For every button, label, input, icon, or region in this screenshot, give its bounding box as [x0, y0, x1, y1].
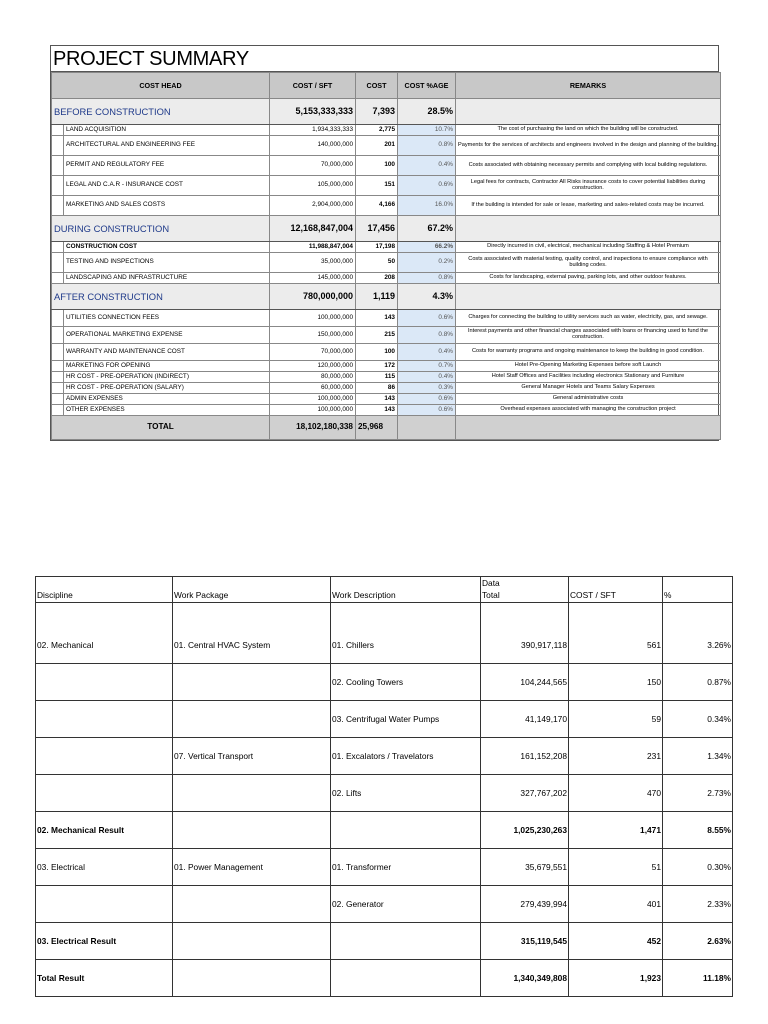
line-item-cost-sft: 145,000,000: [270, 273, 356, 284]
pivot-pct: 3.26%: [663, 627, 733, 664]
pivot-data-row: [36, 664, 733, 701]
line-item-name: MARKETING AND SALES COSTS: [64, 196, 270, 216]
line-item-row: [52, 344, 721, 361]
line-item-cost: 100: [356, 344, 398, 361]
line-item-remark: Costs for warranty programs and ongoing maintenance to keep the building in good condition.: [456, 344, 721, 361]
pivot-total: 104,244,565: [481, 664, 569, 701]
section-cost: 7,393: [356, 99, 398, 125]
line-item-name: TESTING AND INSPECTIONS: [64, 253, 270, 273]
summary-title: PROJECT SUMMARY: [51, 46, 718, 72]
pivot-work-description: 01. Transformer: [331, 849, 481, 886]
line-item-cost-sft: 100,000,000: [270, 394, 356, 405]
line-item-row: [52, 242, 721, 253]
line-item-remark: Costs for landscaping, external paving, parking lots, and other outdoor features.: [456, 273, 721, 284]
pivot-result-row: [36, 923, 733, 960]
pivot-work-package: 01. Central HVAC System: [173, 627, 331, 664]
section-name: AFTER CONSTRUCTION: [52, 284, 270, 310]
line-item-name: ARCHITECTURAL AND ENGINEERING FEE: [64, 136, 270, 156]
line-item-cost-sft: 140,000,000: [270, 136, 356, 156]
summary-total-row: [52, 416, 721, 440]
pivot-work-description: [331, 812, 481, 849]
line-item-row: [52, 196, 721, 216]
line-item-name: OPERATIONAL MARKETING EXPENSE: [64, 327, 270, 344]
indent-cell: [52, 253, 64, 273]
pivot-cost-sft: 470: [569, 775, 663, 812]
line-item-remark: If the building is intended for sale or lease, marketing and sales-related costs may be incurred.: [456, 196, 721, 216]
line-item-row: [52, 310, 721, 327]
indent-cell: [52, 273, 64, 284]
indent-cell: [52, 156, 64, 176]
pivot-pct: 2.63%: [663, 923, 733, 960]
pivot-work-description: 01. Chillers: [331, 627, 481, 664]
indent-cell: [52, 196, 64, 216]
line-item-remark: Overhead expenses associated with managing the construction project: [456, 405, 721, 416]
indent-cell: [52, 344, 64, 361]
pivot-discipline: [36, 775, 173, 812]
line-item-row: [52, 405, 721, 416]
line-item-pct: 0.8%: [398, 327, 456, 344]
pivot-discipline: 02. Mechanical Result: [36, 812, 173, 849]
pivot-cost-sft: 1,471: [569, 812, 663, 849]
indent-cell: [52, 383, 64, 394]
pivot-cost-sft: 561: [569, 627, 663, 664]
pivot-table: [35, 576, 733, 997]
indent-cell: [52, 327, 64, 344]
pivot-total: 35,679,551: [481, 849, 569, 886]
indent-cell: [52, 176, 64, 196]
pivot-discipline: [36, 886, 173, 923]
line-item-pct: 0.6%: [398, 394, 456, 405]
project-summary-sheet: [50, 45, 719, 441]
pivot-spacer-row: [36, 603, 733, 627]
section-row-during: [52, 216, 721, 242]
header-cost-head: COST HEAD: [52, 73, 270, 99]
pivot-pct: 2.33%: [663, 886, 733, 923]
pivot-total: 1,025,230,263: [481, 812, 569, 849]
pivot-cost-sft: 401: [569, 886, 663, 923]
header-remarks: REMARKS: [456, 73, 721, 99]
line-item-row: [52, 361, 721, 372]
section-name: DURING CONSTRUCTION: [52, 216, 270, 242]
line-item-name: HR COST - PRE-OPERATION (INDIRECT): [64, 372, 270, 383]
line-item-name: ADMIN EXPENSES: [64, 394, 270, 405]
line-item-row: [52, 383, 721, 394]
pivot-header-total: Total: [481, 589, 569, 603]
line-item-name: UTILITIES CONNECTION FEES: [64, 310, 270, 327]
line-item-pct: 0.2%: [398, 253, 456, 273]
line-item-cost: 215: [356, 327, 398, 344]
line-item-remark: Payments for the services of architects and engineers involved in the design and planning of the building.: [456, 136, 721, 156]
pivot-cost-sft: 150: [569, 664, 663, 701]
pivot-work-description: 03. Centrifugal Water Pumps: [331, 701, 481, 738]
line-item-row: [52, 372, 721, 383]
line-item-row: [52, 125, 721, 136]
line-item-row: [52, 327, 721, 344]
total-pct: [398, 416, 456, 440]
pivot-total: 279,439,994: [481, 886, 569, 923]
pivot-pct: 2.73%: [663, 775, 733, 812]
line-item-name: LEGAL AND C.A.R - INSURANCE COST: [64, 176, 270, 196]
pivot-pct: 0.87%: [663, 664, 733, 701]
pivot-discipline: [36, 738, 173, 775]
total-cost-sft: 18,102,180,338: [270, 416, 356, 440]
line-item-cost-sft: 105,000,000: [270, 176, 356, 196]
line-item-pct: 0.8%: [398, 273, 456, 284]
pivot-discipline: 02. Mechanical: [36, 627, 173, 664]
section-cost-sft: 5,153,333,333: [270, 99, 356, 125]
pivot-total: 1,340,349,808: [481, 960, 569, 997]
line-item-row: [52, 253, 721, 273]
pivot-work-package: [173, 960, 331, 997]
indent-cell: [52, 372, 64, 383]
pivot-work-package: 07. Vertical Transport: [173, 738, 331, 775]
line-item-cost: 208: [356, 273, 398, 284]
pivot-discipline: 03. Electrical Result: [36, 923, 173, 960]
pivot-data-row: [36, 627, 733, 664]
line-item-remark: Charges for connecting the building to utility services such as water, electricity, gas, and sewage.: [456, 310, 721, 327]
pivot-result-row: [36, 960, 733, 997]
header-cost-pct: COST %AGE: [398, 73, 456, 99]
pivot-data-row: [36, 775, 733, 812]
line-item-name: HR COST - PRE-OPERATION (SALARY): [64, 383, 270, 394]
section-cost-sft: 12,168,847,004: [270, 216, 356, 242]
section-pct: 28.5%: [398, 99, 456, 125]
pivot-total: 327,767,202: [481, 775, 569, 812]
pivot-pct: 0.34%: [663, 701, 733, 738]
pivot-data-row: [36, 886, 733, 923]
pivot-header-work-description: Work Description: [331, 589, 481, 603]
header-cost-sft: COST / SFT: [270, 73, 356, 99]
line-item-remark: Costs associated with material testing, quality control, and inspections to ensure compliance with building codes.: [456, 253, 721, 273]
section-cost-sft: 780,000,000: [270, 284, 356, 310]
line-item-name: MARKETING FOR OPENING: [64, 361, 270, 372]
pivot-work-description: 02. Lifts: [331, 775, 481, 812]
section-cost: 17,456: [356, 216, 398, 242]
line-item-cost: 172: [356, 361, 398, 372]
pivot-cost-sft: 231: [569, 738, 663, 775]
line-item-cost: 100: [356, 156, 398, 176]
pivot-table-sheet: [35, 576, 732, 997]
line-item-row: [52, 176, 721, 196]
indent-cell: [52, 361, 64, 372]
pivot-cost-sft: 51: [569, 849, 663, 886]
pivot-pct: 11.18%: [663, 960, 733, 997]
section-row-after: [52, 284, 721, 310]
line-item-name: LAND ACQUISITION: [64, 125, 270, 136]
section-cost: 1,119: [356, 284, 398, 310]
line-item-cost-sft: 2,904,000,000: [270, 196, 356, 216]
line-item-cost-sft: 80,000,000: [270, 372, 356, 383]
pivot-result-row: [36, 812, 733, 849]
pivot-work-description: 01. Excalators / Travelators: [331, 738, 481, 775]
summary-table: [51, 72, 721, 440]
pivot-pct: 1.34%: [663, 738, 733, 775]
section-remark: [456, 284, 721, 310]
pivot-data-row: [36, 701, 733, 738]
section-remark: [456, 99, 721, 125]
pivot-work-description: 02. Generator: [331, 886, 481, 923]
pivot-pct: 0.30%: [663, 849, 733, 886]
line-item-pct: 0.4%: [398, 344, 456, 361]
pivot-discipline: Total Result: [36, 960, 173, 997]
pivot-header-data: Data: [481, 577, 569, 589]
line-item-remark: Directly incurred in civil, electrical, mechanical including Staffing & Hotel Premium: [456, 242, 721, 253]
line-item-cost: 4,166: [356, 196, 398, 216]
line-item-cost: 143: [356, 394, 398, 405]
line-item-cost: 151: [356, 176, 398, 196]
line-item-cost-sft: 70,000,000: [270, 344, 356, 361]
pivot-total: 390,917,118: [481, 627, 569, 664]
line-item-cost: 115: [356, 372, 398, 383]
pivot-header-pct: %: [663, 589, 733, 603]
line-item-cost-sft: 120,000,000: [270, 361, 356, 372]
pivot-discipline: 03. Electrical: [36, 849, 173, 886]
section-pct: 67.2%: [398, 216, 456, 242]
pivot-discipline: [36, 701, 173, 738]
line-item-pct: 0.6%: [398, 405, 456, 416]
line-item-cost-sft: 35,000,000: [270, 253, 356, 273]
line-item-name: CONSTRUCTION COST: [64, 242, 270, 253]
pivot-work-package: [173, 923, 331, 960]
line-item-cost-sft: 60,000,000: [270, 383, 356, 394]
pivot-work-description: [331, 960, 481, 997]
summary-header-row: [52, 73, 721, 99]
line-item-remark: General Manager Hotels and Teams Salary Expenses: [456, 383, 721, 394]
line-item-name: PERMIT AND REGULATORY FEE: [64, 156, 270, 176]
line-item-cost-sft: 100,000,000: [270, 310, 356, 327]
pivot-header-work-package: Work Package: [173, 589, 331, 603]
header-cost: COST: [356, 73, 398, 99]
indent-cell: [52, 242, 64, 253]
pivot-pct: 8.55%: [663, 812, 733, 849]
pivot-header-discipline: Discipline: [36, 589, 173, 603]
line-item-row: [52, 136, 721, 156]
line-item-pct: 0.4%: [398, 156, 456, 176]
pivot-total: 41,149,170: [481, 701, 569, 738]
pivot-cost-sft: 59: [569, 701, 663, 738]
pivot-work-description: [331, 923, 481, 960]
line-item-cost: 143: [356, 310, 398, 327]
line-item-cost-sft: 150,000,000: [270, 327, 356, 344]
pivot-total: 315,119,545: [481, 923, 569, 960]
pivot-work-package: 01. Power Management: [173, 849, 331, 886]
line-item-remark: Interest payments and other financial charges associated with loans or financing used to fund the construction.: [456, 327, 721, 344]
section-remark: [456, 216, 721, 242]
pivot-work-package: [173, 886, 331, 923]
line-item-cost: 143: [356, 405, 398, 416]
total-label: TOTAL: [52, 416, 270, 440]
pivot-data-row: [36, 849, 733, 886]
pivot-discipline: [36, 664, 173, 701]
indent-cell: [52, 136, 64, 156]
line-item-row: [52, 156, 721, 176]
indent-cell: [52, 405, 64, 416]
line-item-pct: 10.7%: [398, 125, 456, 136]
total-remark: [456, 416, 721, 440]
pivot-cost-sft: 1,923: [569, 960, 663, 997]
line-item-cost: 201: [356, 136, 398, 156]
line-item-remark: General administrative costs: [456, 394, 721, 405]
pivot-header-row: [36, 589, 733, 603]
line-item-cost-sft: 70,000,000: [270, 156, 356, 176]
indent-cell: [52, 125, 64, 136]
line-item-cost: 2,775: [356, 125, 398, 136]
line-item-pct: 0.3%: [398, 383, 456, 394]
pivot-work-package: [173, 701, 331, 738]
pivot-work-package: [173, 812, 331, 849]
section-pct: 4.3%: [398, 284, 456, 310]
line-item-cost-sft: 100,000,000: [270, 405, 356, 416]
line-item-remark: The cost of purchasing the land on which the building will be constructed.: [456, 125, 721, 136]
pivot-total: 161,152,208: [481, 738, 569, 775]
line-item-remark: Hotel Pre-Opening Marketing Expenses before soft Launch: [456, 361, 721, 372]
line-item-name: WARRANTY AND MAINTENANCE COST: [64, 344, 270, 361]
line-item-pct: 0.6%: [398, 176, 456, 196]
total-cost: 25,968: [356, 416, 398, 440]
indent-cell: [52, 310, 64, 327]
pivot-work-package: [173, 664, 331, 701]
section-row-before: [52, 99, 721, 125]
pivot-cost-sft: 452: [569, 923, 663, 960]
line-item-cost-sft: 11,988,847,004: [270, 242, 356, 253]
line-item-remark: Costs associated with obtaining necessary permits and complying with local building regulations.: [456, 156, 721, 176]
indent-cell: [52, 394, 64, 405]
line-item-remark: Hotel Staff Offices and Facilities including electronics Stationary and Furniture: [456, 372, 721, 383]
pivot-work-package: [173, 775, 331, 812]
line-item-row: [52, 273, 721, 284]
line-item-pct: 66.2%: [398, 242, 456, 253]
pivot-header-cost-sft: COST / SFT: [569, 589, 663, 603]
line-item-row: [52, 394, 721, 405]
section-name: BEFORE CONSTRUCTION: [52, 99, 270, 125]
line-item-pct: 16.0%: [398, 196, 456, 216]
line-item-cost-sft: 1,934,333,333: [270, 125, 356, 136]
line-item-name: LANDSCAPING AND INFRASTRUCTURE: [64, 273, 270, 284]
pivot-header-top: [36, 577, 733, 589]
line-item-cost: 17,198: [356, 242, 398, 253]
line-item-pct: 0.8%: [398, 136, 456, 156]
line-item-name: OTHER EXPENSES: [64, 405, 270, 416]
line-item-pct: 0.6%: [398, 310, 456, 327]
pivot-work-description: 02. Cooling Towers: [331, 664, 481, 701]
line-item-cost: 50: [356, 253, 398, 273]
line-item-remark: Legal fees for contracts, Contractor All Risks insurance costs to cover potential liabilities during construction.: [456, 176, 721, 196]
line-item-pct: 0.4%: [398, 372, 456, 383]
line-item-pct: 0.7%: [398, 361, 456, 372]
pivot-data-row: [36, 738, 733, 775]
line-item-cost: 86: [356, 383, 398, 394]
